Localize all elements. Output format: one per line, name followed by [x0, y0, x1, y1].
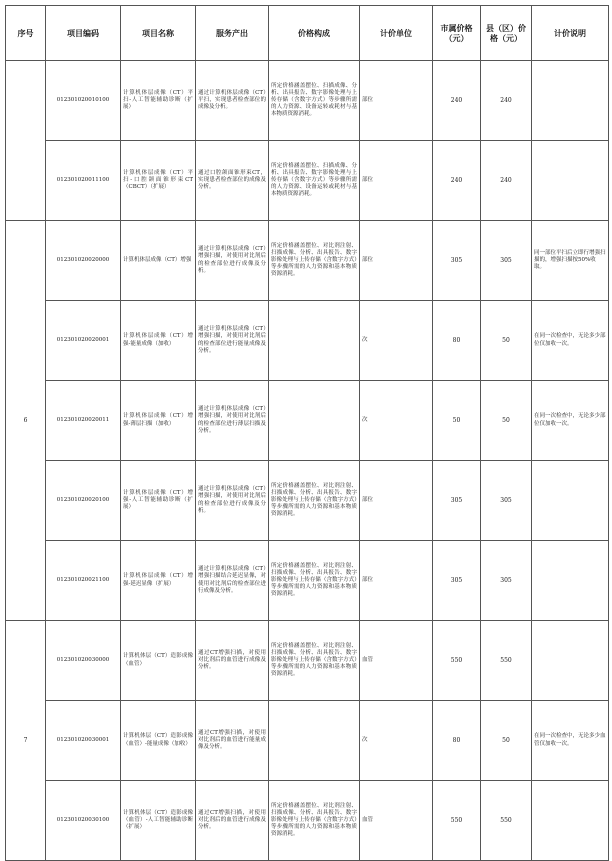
name-cell: 计算机体层成像（CT）增强-人工智能辅助诊断（扩展） [121, 461, 196, 541]
name-cell: 计算机体层（CT）造影成像（血管） [121, 621, 196, 701]
table-row [6, 461, 609, 541]
county-price-cell: 50 [481, 301, 532, 381]
service-cell: 通过CT增强扫描，对使用对比剂后的血管进行成像及分析。 [196, 781, 269, 861]
table-row [6, 701, 609, 781]
name-cell: 计算机体层（CT）造影成像（血管）-能量成像（加收） [121, 701, 196, 781]
table-row [6, 301, 609, 381]
table-row [6, 141, 609, 221]
header-price-composition: 价格构成 [269, 6, 360, 61]
county-price-cell: 50 [481, 701, 532, 781]
city-price-cell: 240 [433, 141, 481, 221]
note-cell [532, 461, 609, 541]
header-seq: 序号 [6, 6, 46, 61]
unit-cell: 部位 [360, 61, 433, 141]
note-cell: 在同一次检查中，无论多少部位仅加收一次。 [532, 301, 609, 381]
header-unit: 计价单位 [360, 6, 433, 61]
name-cell: 计算机体层成像（CT）平扫-口腔颌面锥形束CT（CBCT）（扩展） [121, 141, 196, 221]
city-price-cell: 550 [433, 781, 481, 861]
unit-cell: 血管 [360, 781, 433, 861]
table-row [6, 781, 609, 861]
code-cell: 012301020021100 [46, 541, 121, 621]
city-price-cell: 80 [433, 701, 481, 781]
unit-cell: 次 [360, 701, 433, 781]
unit-cell: 次 [360, 381, 433, 461]
name-cell: 计算机体层成像（CT）增强-延迟显像（扩展） [121, 541, 196, 621]
unit-cell: 部位 [360, 541, 433, 621]
code-cell: 012301020020000 [46, 221, 121, 301]
county-price-cell: 305 [481, 461, 532, 541]
header-name: 项目名称 [121, 6, 196, 61]
service-cell: 通过计算机体层成像（CT）增强扫描，对使用对比剂后的检查部位进行成像及分析。 [196, 461, 269, 541]
header-code: 项目编码 [46, 6, 121, 61]
unit-cell: 次 [360, 301, 433, 381]
county-price-cell: 550 [481, 781, 532, 861]
service-cell: 通过CT增强扫描，对使用对比剂后的血管进行成像及分析。 [196, 621, 269, 701]
header-service: 服务产出 [196, 6, 269, 61]
city-price-cell: 50 [433, 381, 481, 461]
seq-cell [6, 61, 46, 221]
name-cell: 计算机体层成像（CT）平扫-人工智能辅助诊断（扩展） [121, 61, 196, 141]
code-cell: 012301020020100 [46, 461, 121, 541]
price-composition-cell [269, 701, 360, 781]
service-cell: 通过计算机体层成像（CT）增强扫描，对使用对比剂后的检查部位进行能量成像及分析。 [196, 301, 269, 381]
unit-cell: 部位 [360, 221, 433, 301]
county-price-cell: 240 [481, 141, 532, 221]
code-cell: 012301020020011 [46, 381, 121, 461]
city-price-cell: 305 [433, 541, 481, 621]
unit-cell: 血管 [360, 621, 433, 701]
service-cell: 通过口腔颌面锥形束CT，实现患者检查部位的成像及分析。 [196, 141, 269, 221]
price-composition-cell: 所定价格涵盖摆位、对比剂注射、扫描成像、分析、出具报告、数字影像处理与上传存储（含数字方式）等步骤所需的人力资源和基本物质资源消耗。 [269, 781, 360, 861]
note-cell: 在同一次检查中，无论多少部位仅加收一次。 [532, 381, 609, 461]
note-cell [532, 61, 609, 141]
service-cell: 通过计算机体层成像（CT）平扫，实现患者检查部位的成像及分析。 [196, 61, 269, 141]
county-price-cell: 240 [481, 61, 532, 141]
price-composition-cell [269, 301, 360, 381]
city-price-cell: 550 [433, 621, 481, 701]
table-row [6, 61, 609, 141]
code-cell: 012301020010100 [46, 61, 121, 141]
name-cell: 计算机体层成像（CT）增强-薄层扫描（加收） [121, 381, 196, 461]
table-row [6, 621, 609, 701]
header-note: 计价说明 [532, 6, 609, 61]
price-composition-cell: 所定价格涵盖摆位、对比剂注射、扫描成像、分析、出具报告、数字影像处理与上传存储（含数字方式）等步骤所需的人力资源和基本物质资源消耗。 [269, 221, 360, 301]
name-cell: 计算机体层成像（CT）增强 [121, 221, 196, 301]
price-table [5, 5, 609, 861]
seq-cell: 7 [6, 621, 46, 861]
name-cell: 计算机体层成像（CT）增强-能量成像（加收） [121, 301, 196, 381]
city-price-cell: 305 [433, 221, 481, 301]
note-cell [532, 621, 609, 701]
table-header-row [6, 6, 609, 61]
header-city-price: 市属价格（元） [433, 6, 481, 61]
service-cell: 通过CT增强扫描，对使用对比剂后的血管进行能量成像及分析。 [196, 701, 269, 781]
county-price-cell: 305 [481, 541, 532, 621]
seq-cell: 6 [6, 221, 46, 621]
code-cell: 012301020020001 [46, 301, 121, 381]
service-cell: 通过计算机体层成像（CT）增强扫描，对使用对比剂后的检查部位进行成像及分析。 [196, 221, 269, 301]
price-composition-cell: 所定价格涵盖摆位、对比剂注射、扫描成像、分析、出具报告、数字影像处理与上传存储（含数字方式）等步骤所需的人力资源和基本物质资源消耗。 [269, 621, 360, 701]
price-composition-cell: 所定价格涵盖摆位、对比剂注射、扫描成像、分析、出具报告、数字影像处理与上传存储（含数字方式）等步骤所需的人力资源和基本物质资源消耗。 [269, 541, 360, 621]
unit-cell: 部位 [360, 141, 433, 221]
note-cell: 在同一次检查中，无论多少血管仅加收一次。 [532, 701, 609, 781]
unit-cell: 部位 [360, 461, 433, 541]
county-price-cell: 50 [481, 381, 532, 461]
table-row [6, 381, 609, 461]
note-cell: 同一部位平扫后立即行增强扫描的，增强扫描按50%收取。 [532, 221, 609, 301]
table-row [6, 541, 609, 621]
header-county-price: 县（区）价格（元） [481, 6, 532, 61]
note-cell [532, 781, 609, 861]
county-price-cell: 550 [481, 621, 532, 701]
price-composition-cell: 所定价格涵盖摆位、扫描成像、分析、出具报告、数字影像处理与上传存储（含数字方式）等步骤所需的人力资源、设备运转或耗材与基本物质资源消耗。 [269, 141, 360, 221]
note-cell [532, 541, 609, 621]
county-price-cell: 305 [481, 221, 532, 301]
code-cell: 012301020030001 [46, 701, 121, 781]
code-cell: 012301020011100 [46, 141, 121, 221]
service-cell: 通过计算机体层成像（CT）增强扫描，对使用对比剂后的检查部位进行薄层扫描及分析。 [196, 381, 269, 461]
code-cell: 012301020030100 [46, 781, 121, 861]
price-composition-cell [269, 381, 360, 461]
note-cell [532, 141, 609, 221]
city-price-cell: 80 [433, 301, 481, 381]
city-price-cell: 240 [433, 61, 481, 141]
name-cell: 计算机体层（CT）造影成像（血管）-人工智能辅助诊断（扩展） [121, 781, 196, 861]
service-cell: 通过计算机体层成像（CT）增强扫描结合延迟显像，对使用对比剂后的检查部位进行成像及分析。 [196, 541, 269, 621]
price-composition-cell: 所定价格涵盖摆位、对比剂注射、扫描成像、分析、出具报告、数字影像处理与上传存储（含数字方式）等步骤所需的人力资源和基本物质资源消耗。 [269, 461, 360, 541]
price-composition-cell: 所定价格涵盖摆位、扫描成像、分析、出具报告、数字影像处理与上传存储（含数字方式）等步骤所需的人力资源、设备运转或耗材与基本物质资源消耗。 [269, 61, 360, 141]
city-price-cell: 305 [433, 461, 481, 541]
code-cell: 012301020030000 [46, 621, 121, 701]
table-row [6, 221, 609, 301]
